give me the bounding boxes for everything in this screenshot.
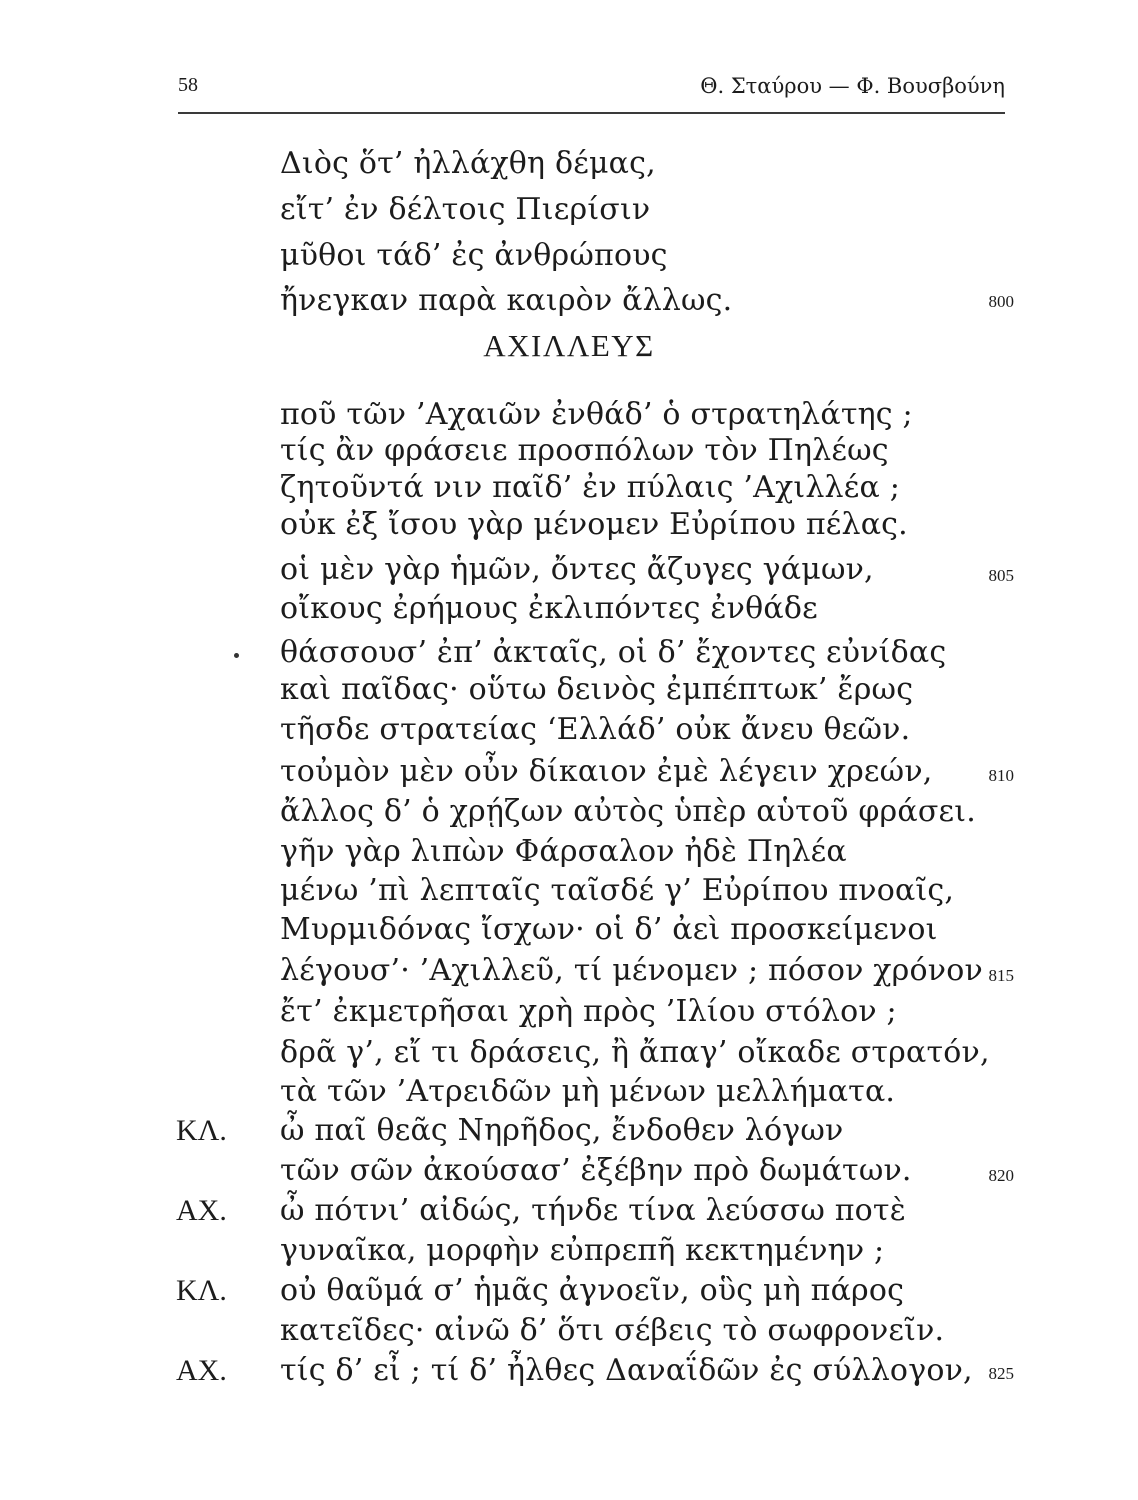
verse-line: ἄλλος δ’ ὁ χρῄζων αὐτὸς ὑπὲρ αὑτοῦ φράσει.	[280, 794, 976, 829]
verse-line: γῆν γὰρ λιπὼν Φάρσαλον ἠδὲ Πηλέα	[280, 834, 847, 869]
speaker-tag: ΑΧ.	[176, 1354, 227, 1387]
header-rule	[178, 112, 1005, 114]
verse-line: τίς ἂν φράσειε προσπόλων τὸν Πηλέως	[280, 433, 889, 468]
verse-line: λέγουσ’· ’Αχιλλεῦ, τί μένομεν ; πόσον χρόνον	[280, 953, 983, 988]
speaker-tag: ΚΛ.	[176, 1114, 227, 1147]
speaker-tag: ΑΧ.	[176, 1194, 227, 1227]
line-number: 805	[988, 566, 1014, 585]
running-head: Θ. Σταύρου — Φ. Βουσβούνη	[700, 74, 1005, 98]
verse-line: μῦθοι τάδ’ ἐς ἀνθρώπους	[280, 238, 668, 273]
verse-line: ὦ παῖ θεᾶς Νηρῆδος, ἔνδοθεν λόγων	[280, 1113, 844, 1148]
verse-line: ποῦ τῶν ’Αχαιῶν ἐνθάδ’ ὁ στρατηλάτης ;	[280, 397, 913, 432]
verse-line: τίς δ’ εἶ ; τί δ’ ἦλθες Δαναΐδῶν ἐς σύλλογον,	[280, 1353, 973, 1388]
verse-line: ὦ πότνι’ αἰδώς, τήνδε τίνα λεύσσω ποτὲ	[280, 1193, 907, 1228]
verse-line: γυναῖκα, μορφὴν εὐπρεπῆ κεκτημένην ;	[280, 1233, 885, 1268]
speaker-heading: ΑΧΙΛΛΕΥΣ	[483, 328, 655, 363]
verse-line: τῶν σῶν ἀκούσασ’ ἐξέβην πρὸ δωμάτων.	[280, 1153, 912, 1188]
verse-line: μένω ’πὶ λεπταῖς ταῖσδέ γ’ Εὐρίπου πνοαῖς,	[280, 873, 955, 908]
speaker-tag: ΚΛ.	[176, 1274, 227, 1307]
verse-line: Διὸς ὅτ’ ἠλλάχθη δέμας,	[280, 146, 656, 181]
line-number: 815	[988, 966, 1014, 985]
verse-line: οἱ μὲν γὰρ ἡμῶν, ὄντες ἄζυγες γάμων,	[280, 552, 874, 587]
verse-line: τῆσδε στρατείας ‘Ελλάδ’ οὐκ ἄνευ θεῶν.	[280, 712, 911, 747]
verse-line: δρᾶ γ’, εἴ τι δράσεις, ἢ ἄπαγ’ οἴκαδε στρατόν,	[280, 1035, 990, 1070]
verse-line: ἔτ’ ἐκμετρῆσαι χρὴ πρὸς ’Ιλίου στόλον ;	[280, 994, 897, 1029]
margin-mark	[234, 653, 239, 658]
verse-line: εἴτ’ ἐν δέλτοις Πιερίσιν	[280, 192, 651, 227]
verse-line: οὐ θαῦμά σ’ ἡμᾶς ἀγνοεῖν, οὓς μὴ πάρος	[280, 1273, 905, 1308]
verse-line: οὐκ ἐξ ἴσου γὰρ μένομεν Εὐρίπου πέλας.	[280, 507, 908, 542]
line-number: 800	[988, 292, 1014, 311]
verse-line: οἴκους ἐρήμους ἐκλιπόντες ἐνθάδε	[280, 591, 818, 626]
verse-line: θάσσουσ’ ἐπ’ ἀκταῖς, οἱ δ’ ἔχοντες εὐνίδας	[280, 635, 947, 670]
verse-line: ἤνεγκαν παρὰ καιρὸν ἄλλως.	[280, 283, 733, 318]
line-number: 810	[988, 766, 1014, 785]
verse-line: καὶ παῖδας· οὕτω δεινὸς ἐμπέπτωκ’ ἔρως	[280, 672, 914, 707]
page-number: 58	[178, 74, 198, 96]
verse-line: ζητοῦντά νιν παῖδ’ ἐν πύλαις ’Αχιλλέα ;	[280, 470, 901, 505]
verse-line: τοὐμὸν μὲν οὖν δίκαιον ἐμὲ λέγειν χρεών,	[280, 754, 933, 789]
line-number: 825	[988, 1364, 1014, 1383]
verse-line: Μυρμιδόνας ἴσχων· οἱ δ’ ἀεὶ προσκείμενοι	[280, 912, 938, 947]
verse-line: κατεῖδες· αἰνῶ δ’ ὅτι σέβεις τὸ σωφρονεῖν.	[280, 1313, 945, 1348]
verse-line: τὰ τῶν ’Ατρειδῶν μὴ μένων μελλήματα.	[280, 1074, 896, 1109]
line-number: 820	[988, 1166, 1014, 1185]
